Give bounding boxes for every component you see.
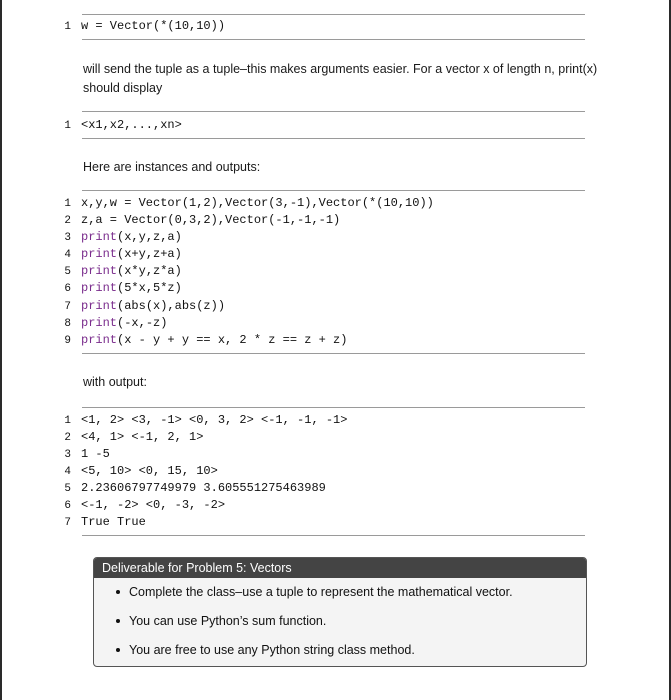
line-number: 6 <box>64 283 71 295</box>
code-text: (-x,-z) <box>117 316 168 330</box>
line-number: 4 <box>64 466 71 478</box>
code-line <box>62 280 182 297</box>
code-block-rule-top <box>82 14 585 15</box>
line-number: 9 <box>64 335 71 347</box>
deliverable-box <box>93 557 587 667</box>
code-text: w = Vector(*(10,10)) <box>81 19 226 33</box>
code-text: (5*x,5*z) <box>117 281 182 295</box>
code-block-rule-bottom <box>82 138 585 139</box>
line-number: 2 <box>64 432 71 444</box>
code-line <box>62 246 182 263</box>
line-number: 4 <box>64 249 71 261</box>
bullet-icon <box>116 590 120 594</box>
code-block-rule-bottom <box>82 39 585 40</box>
page-border-left <box>0 0 2 700</box>
line-number: 8 <box>64 318 71 330</box>
code-block-rule-top <box>82 111 585 112</box>
line-number: 2 <box>64 215 71 227</box>
deliverable-title: Deliverable for Problem 5: Vectors <box>94 558 586 578</box>
line-number: 6 <box>64 500 71 512</box>
builtin-print: print <box>81 247 118 261</box>
deliverable-item <box>116 583 513 601</box>
code-line <box>62 195 434 212</box>
code-text: (x - y + y == x, 2 * z == z + z) <box>117 333 348 347</box>
code-line <box>62 229 182 246</box>
code-line <box>62 446 110 463</box>
code-text: 1 -5 <box>81 447 110 461</box>
code-text: (x,y,z,a) <box>117 230 182 244</box>
code-text: <1, 2> <3, -1> <0, 3, 2> <-1, -1, -1> <box>81 413 348 427</box>
code-line <box>62 480 326 497</box>
code-line <box>62 412 347 429</box>
code-text: (x*y,z*a) <box>117 264 182 278</box>
builtin-print: print <box>81 333 118 347</box>
line-number: 3 <box>64 449 71 461</box>
line-number: 7 <box>64 301 71 313</box>
code-text: <x1,x2,...,xn> <box>81 118 182 132</box>
code-line <box>62 497 225 514</box>
line-number: 1 <box>64 120 71 132</box>
code-block-rule-top <box>82 407 585 408</box>
line-number: 7 <box>64 517 71 529</box>
code-text: <4, 1> <-1, 2, 1> <box>81 430 204 444</box>
line-number: 5 <box>64 483 71 495</box>
builtin-print: print <box>81 299 118 313</box>
paragraph-vector-print: will send the tuple as a tuple–this makes arguments easier. For a vector x of length n, print(x) should display <box>83 62 598 95</box>
line-number: 1 <box>64 21 71 33</box>
code-block-rule-bottom <box>82 535 585 536</box>
bullet-icon <box>116 648 120 652</box>
code-line <box>62 315 167 332</box>
line-number: 1 <box>64 198 71 210</box>
builtin-print: print <box>81 281 118 295</box>
deliverable-item-text: You can use Python’s sum function. <box>129 614 327 628</box>
code-text: (abs(x),abs(z)) <box>117 299 226 313</box>
code-block-rule-top <box>82 190 585 191</box>
builtin-print: print <box>81 316 118 330</box>
deliverable-item-text: Complete the class–use a tuple to represent the mathematical vector. <box>129 585 513 599</box>
code-line <box>62 514 146 531</box>
code-line <box>62 298 225 315</box>
line-number: 1 <box>64 415 71 427</box>
code-text: <5, 10> <0, 15, 10> <box>81 464 218 478</box>
code-line <box>62 463 218 480</box>
code-text: 2.23606797749979 3.605551275463989 <box>81 481 326 495</box>
code-line <box>62 429 203 446</box>
paragraph-instances: Here are instances and outputs: <box>83 160 261 174</box>
deliverable-item <box>116 612 326 630</box>
code-line <box>62 117 182 134</box>
builtin-print: print <box>81 264 118 278</box>
code-block-rule-bottom <box>82 353 585 354</box>
bullet-icon <box>116 619 120 623</box>
deliverable-item <box>116 641 415 659</box>
deliverable-item-text: You are free to use any Python string class method. <box>129 643 415 657</box>
code-text: (x+y,z+a) <box>117 247 182 261</box>
code-text: z,a = Vector(0,3,2),Vector(-1,-1,-1) <box>81 213 341 227</box>
code-text: x,y,w = Vector(1,2),Vector(3,-1),Vector(*(10,10)) <box>81 196 434 210</box>
line-number: 5 <box>64 266 71 278</box>
code-text: True True <box>81 515 146 529</box>
code-line <box>62 18 225 35</box>
code-line <box>62 212 340 229</box>
line-number: 3 <box>64 232 71 244</box>
code-line <box>62 332 347 349</box>
paragraph-with-output: with output: <box>83 375 147 389</box>
code-text: <-1, -2> <0, -3, -2> <box>81 498 226 512</box>
builtin-print: print <box>81 230 118 244</box>
code-line <box>62 263 182 280</box>
